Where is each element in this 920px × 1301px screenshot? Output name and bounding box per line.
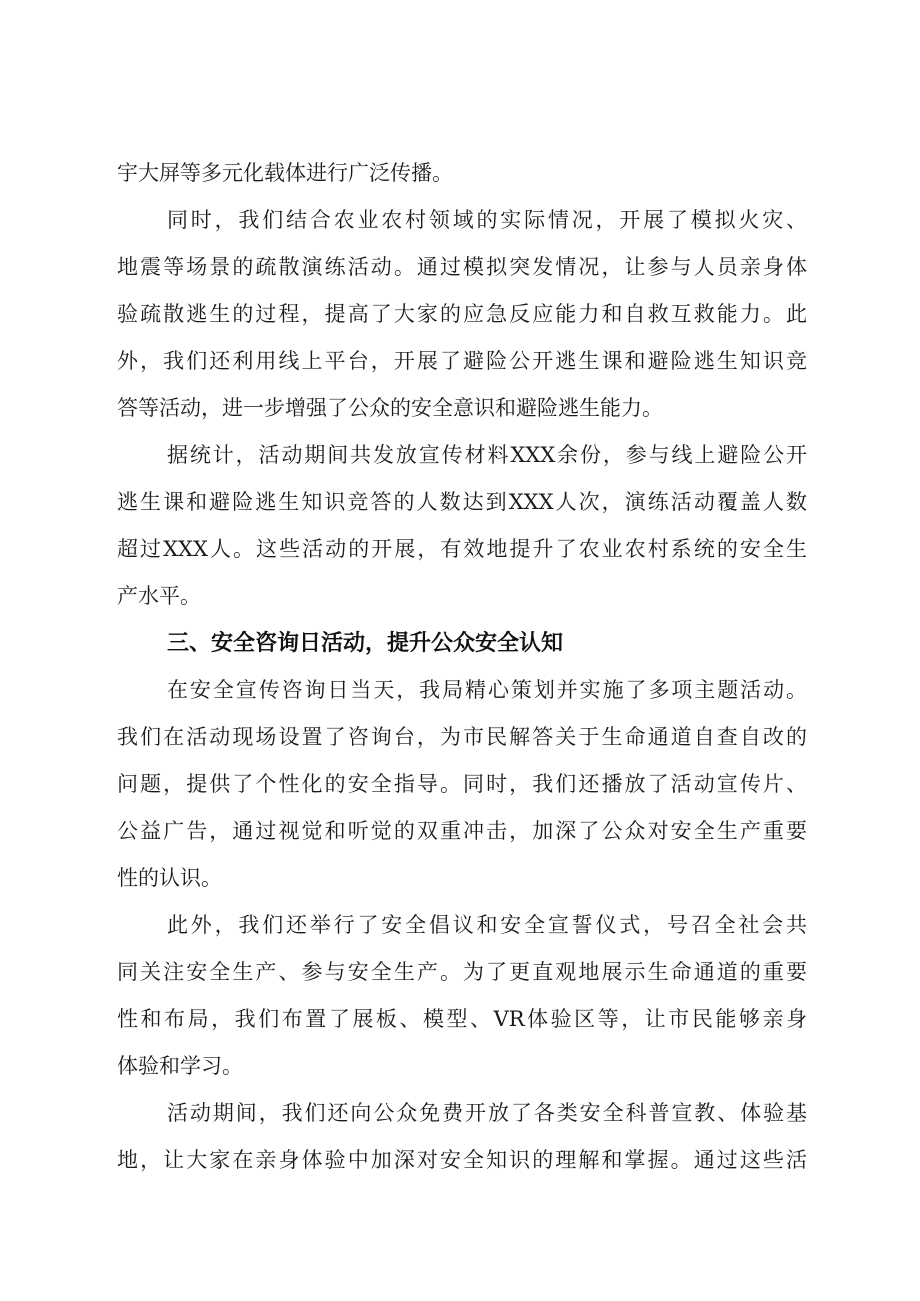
section-two-continuation — [117, 150, 807, 620]
text-line: 活动期间，我们还向公众免费开放了各类安全科普宣教、体验基 — [167, 1101, 807, 1125]
text-line: 体验和学习。 — [117, 1054, 243, 1078]
text-line: 我们在活动现场设置了咨询台，为市民解答关于生命通道自查自改的 — [117, 725, 807, 749]
text-line: 外，我们还利用线上平台，开展了避险公开逃生课和避险逃生知识竞 — [117, 349, 807, 373]
text-line: 宇大屏等多元化载体进行广泛传播。 — [117, 161, 453, 185]
text-line: 超过XXX人。这些活动的开展，有效地提升了农业农村系统的安全生 — [117, 537, 807, 561]
text-line: 在安全宣传咨询日当天，我局精心策划并实施了多项主题活动。 — [167, 678, 807, 702]
text-line: 性的认识。 — [117, 866, 222, 890]
text-line: 产水平。 — [117, 584, 201, 608]
text-line: 地震等场景的疏散演练活动。通过模拟突发情况，让参与人员亲身体 — [117, 255, 807, 279]
text-line: 同时，我们结合农业农村领域的实际情况，开展了模拟火灾、 — [167, 208, 807, 232]
text-line: 此外，我们还举行了安全倡议和安全宣誓仪式，号召全社会共 — [167, 913, 807, 937]
text-line: 据统计，活动期间共发放宣传材料XXX余份，参与线上避险公开 — [167, 443, 807, 467]
text-line: 答等活动，进一步增强了公众的安全意识和避险逃生能力。 — [117, 396, 663, 420]
document-body — [117, 150, 807, 1184]
text-line: 问题，提供了个性化的安全指导。同时，我们还播放了活动宣传片、 — [117, 772, 807, 796]
text-line: 逃生课和避险逃生知识竞答的人数达到XXX人次，演练活动覆盖人数 — [117, 490, 807, 514]
text-line: 验疏散逃生的过程，提高了大家的应急反应能力和自救互救能力。此 — [117, 302, 807, 326]
text-line: 地，让大家在亲身体验中加深对安全知识的理解和掌握。通过这些活 — [117, 1148, 807, 1172]
section-three-heading: 三、安全咨询日活动，提升公众安全认知 — [167, 631, 564, 656]
text-line: 同关注安全生产、参与安全生产。为了更直观地展示生命通道的重要 — [117, 960, 807, 984]
text-line: 公益广告，通过视觉和听觉的双重冲击，加深了公众对安全生产重要 — [117, 819, 807, 843]
text-line: 性和布局，我们布置了展板、模型、VR体验区等，让市民能够亲身 — [117, 1007, 807, 1031]
section-three-body — [117, 667, 807, 1184]
